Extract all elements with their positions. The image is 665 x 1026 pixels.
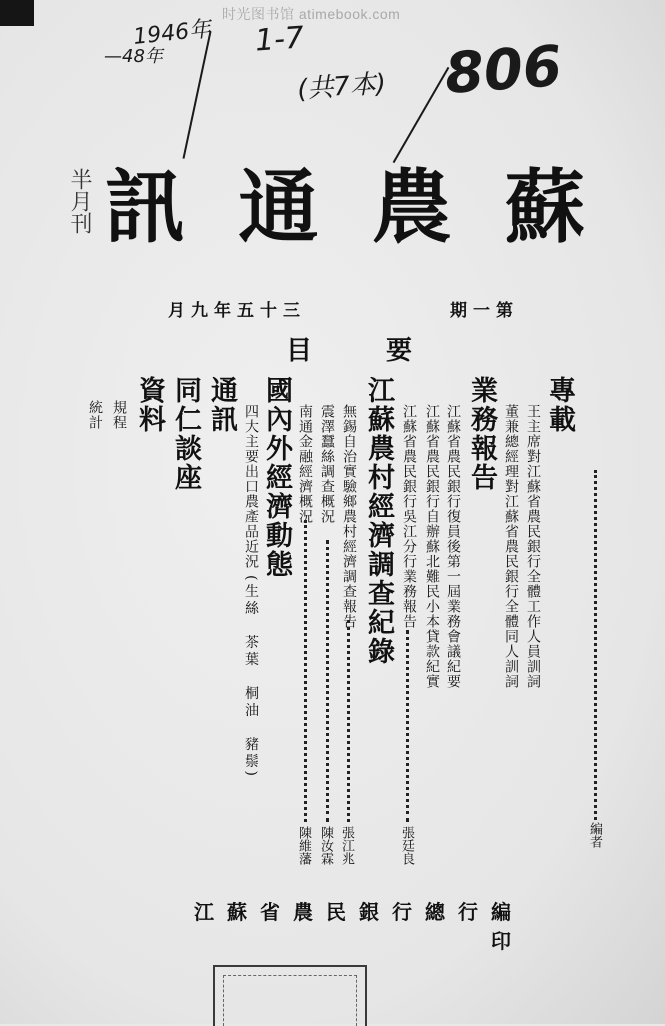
handwritten-year-range: —48年 <box>104 46 163 67</box>
dotted-leader <box>594 470 597 820</box>
dotted-leader <box>326 540 329 822</box>
toc-item: 統計 <box>87 400 103 430</box>
toc-author: 張廷良 <box>399 826 414 865</box>
handwritten-stroke <box>183 31 212 159</box>
toc-item: 江蘇省農民銀行自辦蘇北難民小本貸款紀實 <box>424 404 440 689</box>
watermark: 时光图书馆 atimebook.com <box>222 6 401 22</box>
toc-item: 無錫自治實驗鄉農村經濟調查報告 <box>341 404 357 629</box>
section-rural-survey: 江蘇農村經濟調查紀錄 <box>363 376 394 666</box>
handwritten-side-note: 半月刊 <box>67 168 92 234</box>
title-char-4: 訊 <box>105 159 185 254</box>
toc-item: 南通金融經濟概況 <box>297 404 313 524</box>
title-char-3: 通 <box>238 159 319 254</box>
toc-item: 江蘇省農民銀行復員後第一屆業務會議紀要 <box>445 404 461 689</box>
handwritten-catalog-number: 806 <box>442 34 565 107</box>
toc-item: 董兼總經理對江蘇省農民銀行全體同人訓詞 <box>503 404 519 689</box>
scan-corner-shadow <box>0 0 34 26</box>
section-materials: 資料 <box>134 376 165 434</box>
section-colleague-forum: 同仁談座 <box>170 376 201 492</box>
toc-item-note: (生絲 茶葉 桐油 豬鬃) <box>243 575 259 779</box>
toc-author: 陳汝霖 <box>318 826 333 865</box>
handwritten-count: (共7本) <box>296 68 387 106</box>
library-stamp <box>213 965 367 1026</box>
dotted-leader <box>347 620 350 822</box>
toc-heading: 要目 <box>286 336 487 366</box>
issue-number: 第一期 <box>450 301 519 321</box>
magazine-title <box>105 146 585 254</box>
section-business-report: 業務報告 <box>466 376 497 492</box>
section-special-feature: 專載 <box>544 376 575 434</box>
toc-item: 江蘇省農民銀行吳江分行業務報告 <box>401 404 417 629</box>
section-correspondence: 通訊 <box>206 376 237 434</box>
section-economic-trends: 國內外經濟動態 <box>261 376 292 579</box>
stamp-inner-border <box>223 975 357 1026</box>
toc-author: 編者 <box>587 822 602 848</box>
toc-item: 四大主要出口農產品近況 <box>243 404 259 569</box>
toc-item: 震澤蠶絲調查概況 <box>319 404 335 524</box>
title-char-2: 農 <box>371 159 452 254</box>
publisher-text: 江蘇省農民銀行總行編印 <box>194 900 524 953</box>
toc-item: 規程 <box>111 400 127 430</box>
toc-item: 王主席對江蘇省農民銀行全體工作人員訓詞 <box>525 404 541 689</box>
dotted-leader <box>406 630 409 822</box>
publisher <box>164 896 524 954</box>
handwritten-volume-range: 1-7 <box>253 20 306 59</box>
toc-author: 陳維藩 <box>296 826 311 865</box>
title-char-1: 蘇 <box>504 159 585 254</box>
toc-author: 張江兆 <box>339 826 354 865</box>
dotted-leader <box>304 520 307 822</box>
issue-date: 三十五年九月 <box>168 301 306 321</box>
handwritten-year: 1946年 <box>132 16 213 50</box>
